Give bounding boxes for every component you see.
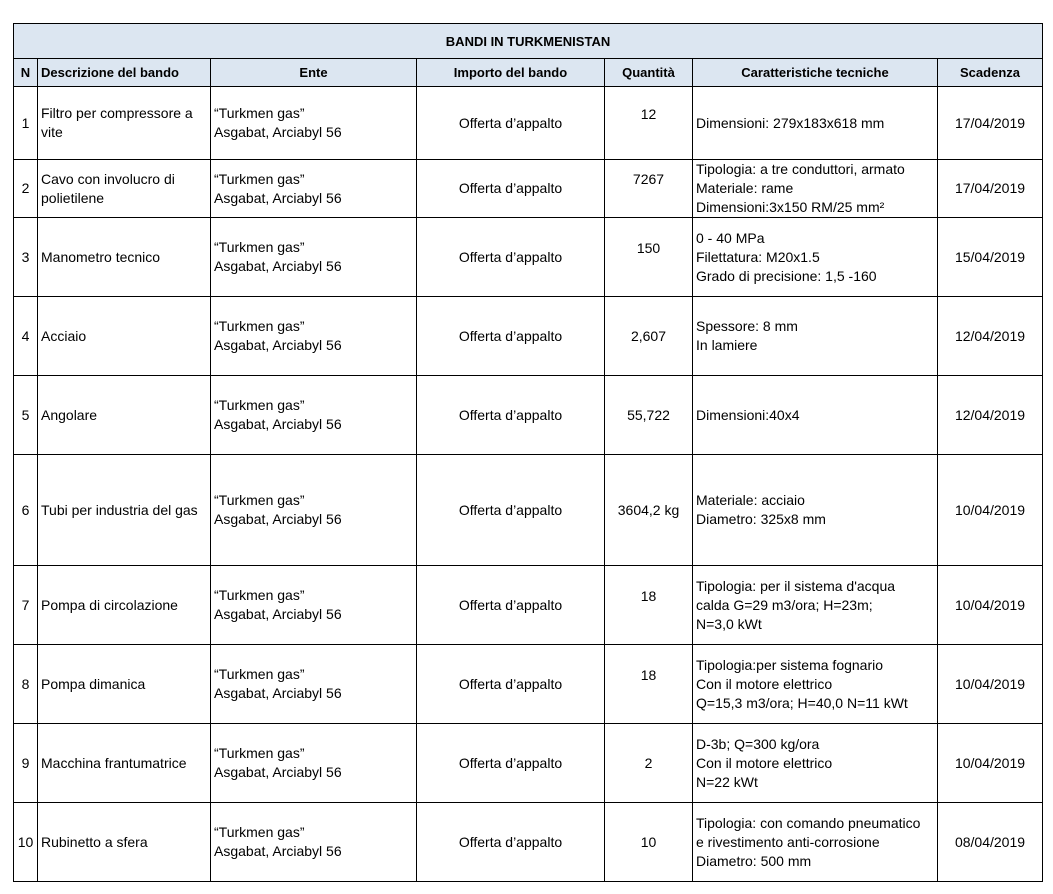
caratteristiche-line: Grado di precisione: 1,5 -160 [696, 267, 877, 284]
table-row [14, 803, 1043, 882]
ente-cell [211, 645, 417, 724]
ente-cell [211, 455, 417, 566]
importo-cell: Offerta d’appalto [417, 87, 605, 160]
row-number: 7 [14, 566, 38, 645]
ente-line: “Turkmen gas” [214, 745, 305, 761]
ente-line: Asgabat, Arciabyl 56 [214, 843, 342, 859]
descrizione-cell [38, 724, 211, 803]
ente-line: Asgabat, Arciabyl 56 [214, 189, 342, 206]
header-scadenza: Scadenza [938, 59, 1043, 87]
descrizione-line: Acciaio [41, 327, 87, 344]
quantita-value: 7267 [632, 171, 665, 187]
scadenza-cell: 17/04/2019 [938, 87, 1043, 160]
table-row [14, 160, 1043, 218]
scadenza-cell: 15/04/2019 [938, 218, 1043, 297]
caratteristiche-cell [693, 376, 938, 455]
quantita-cell [605, 87, 693, 160]
descrizione-line: Manometro tecnico [41, 248, 161, 265]
quantita-value: 2,607 [630, 327, 667, 344]
header-n: N [14, 59, 38, 87]
header-descrizione: Descrizione del bando [38, 59, 211, 87]
table-row [14, 297, 1043, 376]
caratteristiche-cell [693, 803, 938, 882]
row-number: 1 [14, 87, 38, 160]
caratteristiche-cell [693, 566, 938, 645]
quantita-value: 150 [636, 239, 661, 256]
quantita-value: 3604,2 kg [617, 501, 680, 518]
descrizione-line: Angolare [41, 406, 98, 423]
caratteristiche-cell [693, 645, 938, 724]
caratteristiche-line: Tipologia: per il sistema d'acqua [696, 577, 896, 594]
table-row [14, 645, 1043, 724]
caratteristiche-line: D-3b; Q=300 kg/ora [696, 735, 820, 752]
caratteristiche-line: Tipologia: con comando pneumatico [696, 814, 921, 831]
caratteristiche-line: Spessore: 8 mm [696, 318, 798, 334]
ente-line: “Turkmen gas” [214, 587, 305, 603]
descrizione-cell [38, 455, 211, 566]
descrizione-cell [38, 803, 211, 882]
header-ente: Ente [211, 59, 417, 87]
row-number: 10 [14, 803, 38, 882]
caratteristiche-line: Con il motore elettrico [696, 675, 833, 692]
descrizione-cell [38, 566, 211, 645]
quantita-value: 10 [640, 833, 657, 850]
quantita-value: 12 [640, 105, 657, 122]
ente-line: Asgabat, Arciabyl 56 [214, 416, 342, 432]
ente-line: Asgabat, Arciabyl 56 [214, 606, 342, 622]
ente-line: “Turkmen gas” [214, 492, 305, 508]
scadenza-cell: 10/04/2019 [938, 455, 1043, 566]
caratteristiche-line: N=3,0 kWt [696, 615, 762, 632]
ente-line: “Turkmen gas” [214, 239, 305, 255]
caratteristiche-cell [693, 218, 938, 297]
ente-line: Asgabat, Arciabyl 56 [214, 337, 342, 353]
title-row [14, 24, 1043, 59]
quantita-value: 55,722 [627, 406, 670, 423]
importo-cell: Offerta d’appalto [417, 160, 605, 218]
quantita-cell [605, 645, 693, 724]
descrizione-cell [38, 376, 211, 455]
ente-line: “Turkmen gas” [214, 318, 305, 334]
caratteristiche-line: In lamiere [696, 337, 758, 353]
table-row [14, 566, 1043, 645]
ente-line: “Turkmen gas” [214, 170, 305, 187]
caratteristiche-line: Dimensioni: 279x183x618 mm [696, 114, 885, 131]
importo-cell: Offerta d’appalto [417, 297, 605, 376]
descrizione-line: Pompa dimanica [41, 675, 146, 692]
descrizione-cell [38, 160, 211, 218]
descrizione-line: Macchina frantumatrice [41, 754, 187, 771]
caratteristiche-line: Materiale: acciaio [696, 492, 805, 508]
ente-line: “Turkmen gas” [214, 666, 305, 682]
quantita-cell [605, 566, 693, 645]
row-number: 3 [14, 218, 38, 297]
header-row [14, 59, 1043, 87]
caratteristiche-cell [693, 87, 938, 160]
ente-cell [211, 160, 417, 218]
quantita-cell [605, 376, 693, 455]
descrizione-line: polietilene [41, 189, 105, 206]
ente-cell [211, 724, 417, 803]
table-body [14, 87, 1043, 882]
scadenza-cell: 12/04/2019 [938, 376, 1043, 455]
descrizione-cell [38, 218, 211, 297]
ente-cell [211, 218, 417, 297]
descrizione-line: Tubi per industria del gas [41, 501, 198, 518]
table-row [14, 724, 1043, 803]
tenders-table [13, 23, 1043, 882]
ente-line: “Turkmen gas” [214, 397, 305, 413]
caratteristiche-line: Filettatura: M20x1.5 [696, 248, 820, 265]
table-row [14, 87, 1043, 160]
descrizione-cell [38, 645, 211, 724]
caratteristiche-line: Diametro: 325x8 mm [696, 511, 826, 527]
descrizione-line: Cavo con involucro di [41, 170, 175, 187]
scadenza-cell: 17/04/2019 [938, 160, 1043, 218]
caratteristiche-cell [693, 297, 938, 376]
caratteristiche-line: 0 - 40 MPa [696, 229, 765, 246]
row-number: 2 [14, 160, 38, 218]
ente-cell [211, 297, 417, 376]
descrizione-line: vite [41, 124, 63, 140]
quantita-cell [605, 218, 693, 297]
caratteristiche-line: e rivestimento anti-corrosione [696, 833, 880, 850]
header-importo: Importo del bando [417, 59, 605, 87]
table-row [14, 455, 1043, 566]
ente-cell [211, 376, 417, 455]
header-quantita: Quantità [605, 59, 693, 87]
importo-cell: Offerta d’appalto [417, 455, 605, 566]
descrizione-cell [38, 87, 211, 160]
caratteristiche-line: Tipologia:per sistema fognario [696, 656, 884, 673]
descrizione-line: Pompa di circolazione [41, 596, 178, 613]
importo-cell: Offerta d’appalto [417, 218, 605, 297]
caratteristiche-line: Materiale: rame [696, 180, 794, 196]
ente-cell [211, 803, 417, 882]
quantita-value: 2 [644, 754, 653, 771]
quantita-cell [605, 455, 693, 566]
ente-line: Asgabat, Arciabyl 56 [214, 511, 342, 527]
importo-cell: Offerta d’appalto [417, 376, 605, 455]
row-number: 9 [14, 724, 38, 803]
ente-line: Asgabat, Arciabyl 56 [214, 685, 342, 701]
scadenza-cell: 10/04/2019 [938, 724, 1043, 803]
table-row [14, 376, 1043, 455]
table-title: BANDI IN TURKMENISTAN [14, 24, 1043, 59]
caratteristiche-cell [693, 455, 938, 566]
descrizione-cell [38, 297, 211, 376]
ente-cell [211, 87, 417, 160]
importo-cell: Offerta d’appalto [417, 566, 605, 645]
quantita-value: 18 [640, 587, 657, 604]
importo-cell: Offerta d’appalto [417, 803, 605, 882]
row-number: 4 [14, 297, 38, 376]
quantita-cell [605, 160, 693, 218]
quantita-cell [605, 724, 693, 803]
caratteristiche-line: N=22 kWt [696, 773, 758, 790]
ente-line: “Turkmen gas” [214, 105, 305, 121]
descrizione-line: Filtro per compressore a [41, 105, 193, 121]
row-number: 5 [14, 376, 38, 455]
caratteristiche-cell [693, 724, 938, 803]
quantita-cell [605, 297, 693, 376]
scadenza-cell: 10/04/2019 [938, 645, 1043, 724]
table-row [14, 218, 1043, 297]
quantita-value: 18 [640, 666, 657, 683]
caratteristiche-line: Diametro: 500 mm [696, 852, 812, 869]
caratteristiche-line: calda G=29 m3/ora; H=23m; [696, 596, 873, 613]
header-caratteristiche: Caratteristiche tecniche [693, 59, 938, 87]
caratteristiche-cell [693, 160, 938, 218]
ente-cell [211, 566, 417, 645]
row-number: 8 [14, 645, 38, 724]
ente-line: Asgabat, Arciabyl 56 [214, 124, 342, 140]
importo-cell: Offerta d’appalto [417, 724, 605, 803]
caratteristiche-line: Con il motore elettrico [696, 754, 833, 771]
ente-line: “Turkmen gas” [214, 824, 305, 840]
ente-line: Asgabat, Arciabyl 56 [214, 258, 342, 274]
importo-cell: Offerta d’appalto [417, 645, 605, 724]
scadenza-cell: 08/04/2019 [938, 803, 1043, 882]
caratteristiche-line: Q=15,3 m3/ora; H=40,0 N=11 kWt [696, 694, 908, 711]
caratteristiche-line: Tipologia: a tre conduttori, armato [696, 161, 905, 177]
ente-line: Asgabat, Arciabyl 56 [214, 764, 342, 780]
row-number: 6 [14, 455, 38, 566]
quantita-cell [605, 803, 693, 882]
scadenza-cell: 12/04/2019 [938, 297, 1043, 376]
scadenza-cell: 10/04/2019 [938, 566, 1043, 645]
caratteristiche-line: Dimensioni:3x150 RM/25 mm² [696, 199, 885, 215]
descrizione-line: Rubinetto a sfera [41, 833, 148, 850]
caratteristiche-line: Dimensioni:40x4 [696, 406, 800, 423]
